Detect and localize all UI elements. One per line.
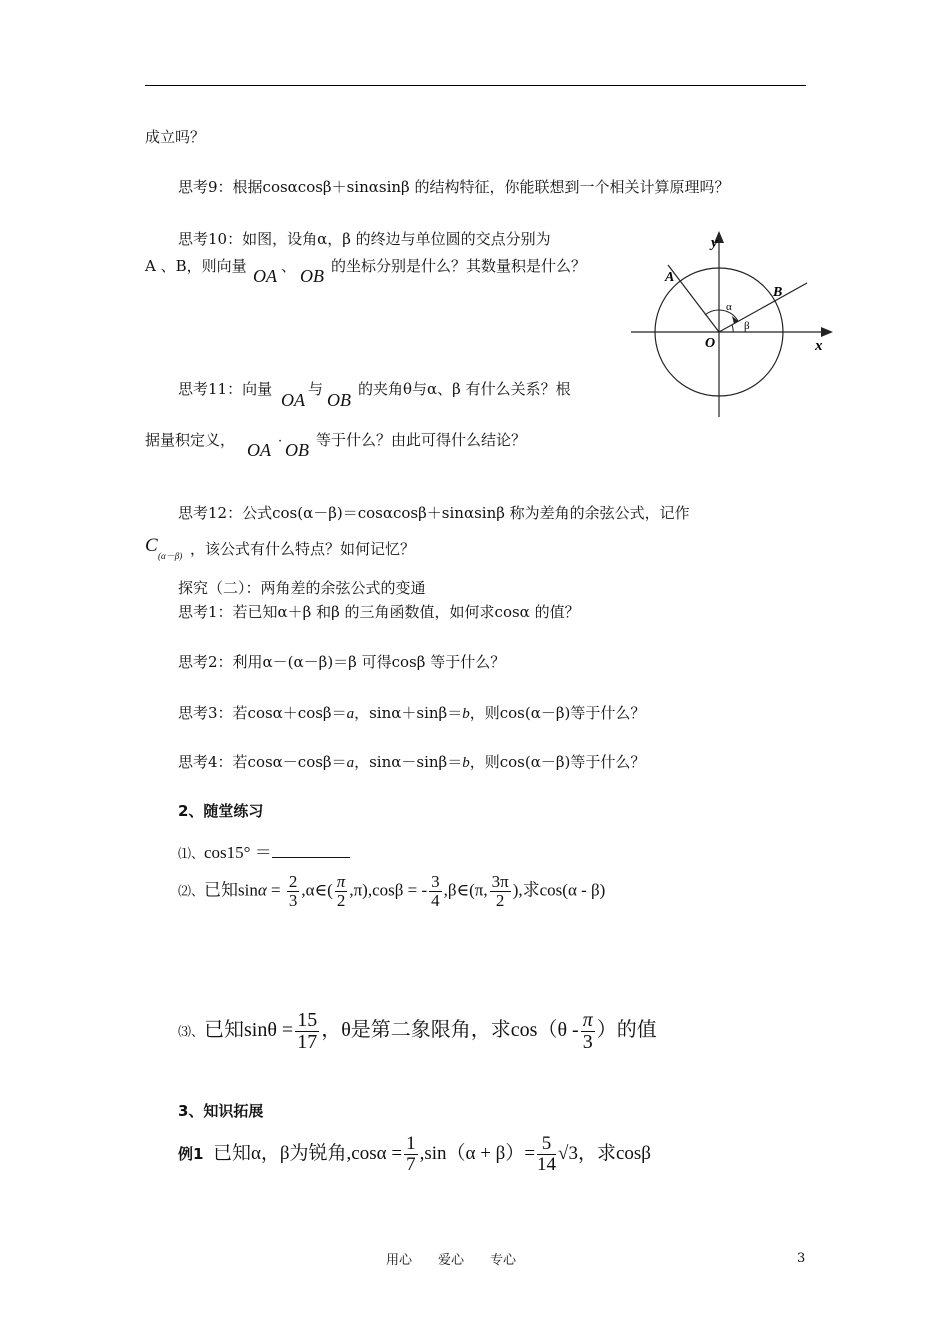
fraction: $\frac{\pi}{2}$	[336, 872, 346, 910]
vector-oa-3: OA	[247, 440, 271, 460]
page-number: 3	[797, 1251, 806, 1266]
think-12-cont: ，该公式有什么特点？如何记忆？	[190, 540, 416, 558]
label-o: O	[705, 336, 716, 351]
vector-oa-2: OA	[281, 390, 305, 410]
think-11-a: 思考11：向量	[178, 380, 273, 398]
think-10-cont-b: 的坐标分别是什么？其数量积是什么？	[331, 257, 587, 275]
vector-oa: OA	[253, 266, 277, 286]
think-10-sep: 、	[281, 257, 297, 275]
explore-think-4: 思考4：若cosα－cosβ＝a，sinα－sinβ＝b，则cos(α－β)等于什么？	[178, 753, 646, 771]
vector-ob: OB	[300, 266, 324, 286]
answer-blank[interactable]	[272, 843, 350, 858]
explore-think-1: 思考1：若已知α＋β 和β 的三角函数值，如何求cosα 的值？	[178, 603, 580, 621]
fraction: $\frac{3}{4}$	[431, 872, 440, 910]
header-rule	[145, 85, 806, 86]
think-10-cont-a: A 、B，则向量	[145, 257, 247, 275]
think-11-cont-a: 据量积定义，	[145, 431, 236, 449]
fraction: $\frac{\pi}{3}$	[582, 1009, 593, 1053]
footer-motto: 用心 爱心 专心	[386, 1253, 517, 1268]
think-11-mid: 与	[308, 380, 324, 398]
vector-ob-3: OB	[285, 440, 309, 460]
section-2-heading: 2、随堂练习	[178, 802, 264, 820]
ray-a	[668, 265, 719, 332]
explore-think-3: 思考3：若cosα＋cosβ＝a，sinα＋sinβ＝b，则cos(α－β)等于什么？	[178, 704, 646, 722]
section-3-heading: 3、知识拓展	[178, 1102, 264, 1120]
vector-ob-2: OB	[327, 390, 351, 410]
c-symbol: C	[145, 535, 158, 556]
think-10: 思考10：如图，设角α，β 的终边与单位圆的交点分别为	[178, 230, 551, 248]
exercise-2: ⑵、已知sinα = $\frac{2}{3}$ ,α∈( $\frac{\pi}{2}$ ,π),cosβ = - $\frac{3}{4}$ ,β∈(π, $\frac{3\pi}{2}$ ),求cos(α - β)	[178, 872, 606, 910]
think-9: 思考9：根据cosαcosβ＋sinαsinβ 的结构特征，你能联想到一个相关计算原理吗？	[178, 178, 730, 196]
example-1: 例1 已知α，β为锐角,cosα = $\frac{1}{7}$ ,sin（α + β）= $\frac{5}{14}$ √3，求cosβ	[178, 1133, 651, 1175]
think-11-b: 的夹角θ与α、β 有什么关系？根	[358, 380, 571, 398]
x-axis-arrow	[821, 327, 833, 337]
exercise-3: ⑶、已知sinθ = $\frac{15}{17}$ ，θ是第二象限角，求cos（θ - $\frac{\pi}{3}$ ）的值	[178, 1009, 657, 1053]
fraction: $\frac{1}{7}$	[406, 1133, 416, 1175]
think-11-cont-b: 等于什么？由此可得什么结论？	[316, 431, 527, 449]
exercise-1: ⑴、cos15° ＝	[178, 838, 350, 863]
label-beta: β	[744, 320, 750, 332]
fraction: $\frac{15}{17}$	[297, 1009, 318, 1053]
label-a: A	[665, 270, 675, 285]
explore-think-2: 思考2：利用α－(α－β)＝β 可得cosβ 等于什么？	[178, 653, 506, 671]
dot-symbol: ·	[278, 434, 283, 449]
fraction: $\frac{3\pi}{2}$	[491, 872, 509, 910]
label-alpha: α	[726, 301, 732, 313]
think-12: 思考12：公式cos(α－β)＝cosαcosβ＋sinαsinβ 称为差角的余弦公式，记作	[178, 504, 690, 522]
unit-circle-figure	[625, 225, 845, 425]
label-b: B	[773, 285, 783, 300]
explore-2-title: 探究（二）：两角差的余弦公式的变通	[178, 579, 426, 597]
beta-arc	[732, 325, 733, 332]
text-line-1: 成立吗？	[145, 128, 206, 146]
fraction: $\frac{5}{14}$	[537, 1133, 557, 1175]
fraction: $\frac{2}{3}$	[288, 872, 298, 910]
label-x: x	[815, 338, 823, 354]
label-y: y	[711, 235, 718, 251]
c-subscript: (α－β)	[158, 551, 183, 561]
ray-b	[719, 283, 807, 332]
